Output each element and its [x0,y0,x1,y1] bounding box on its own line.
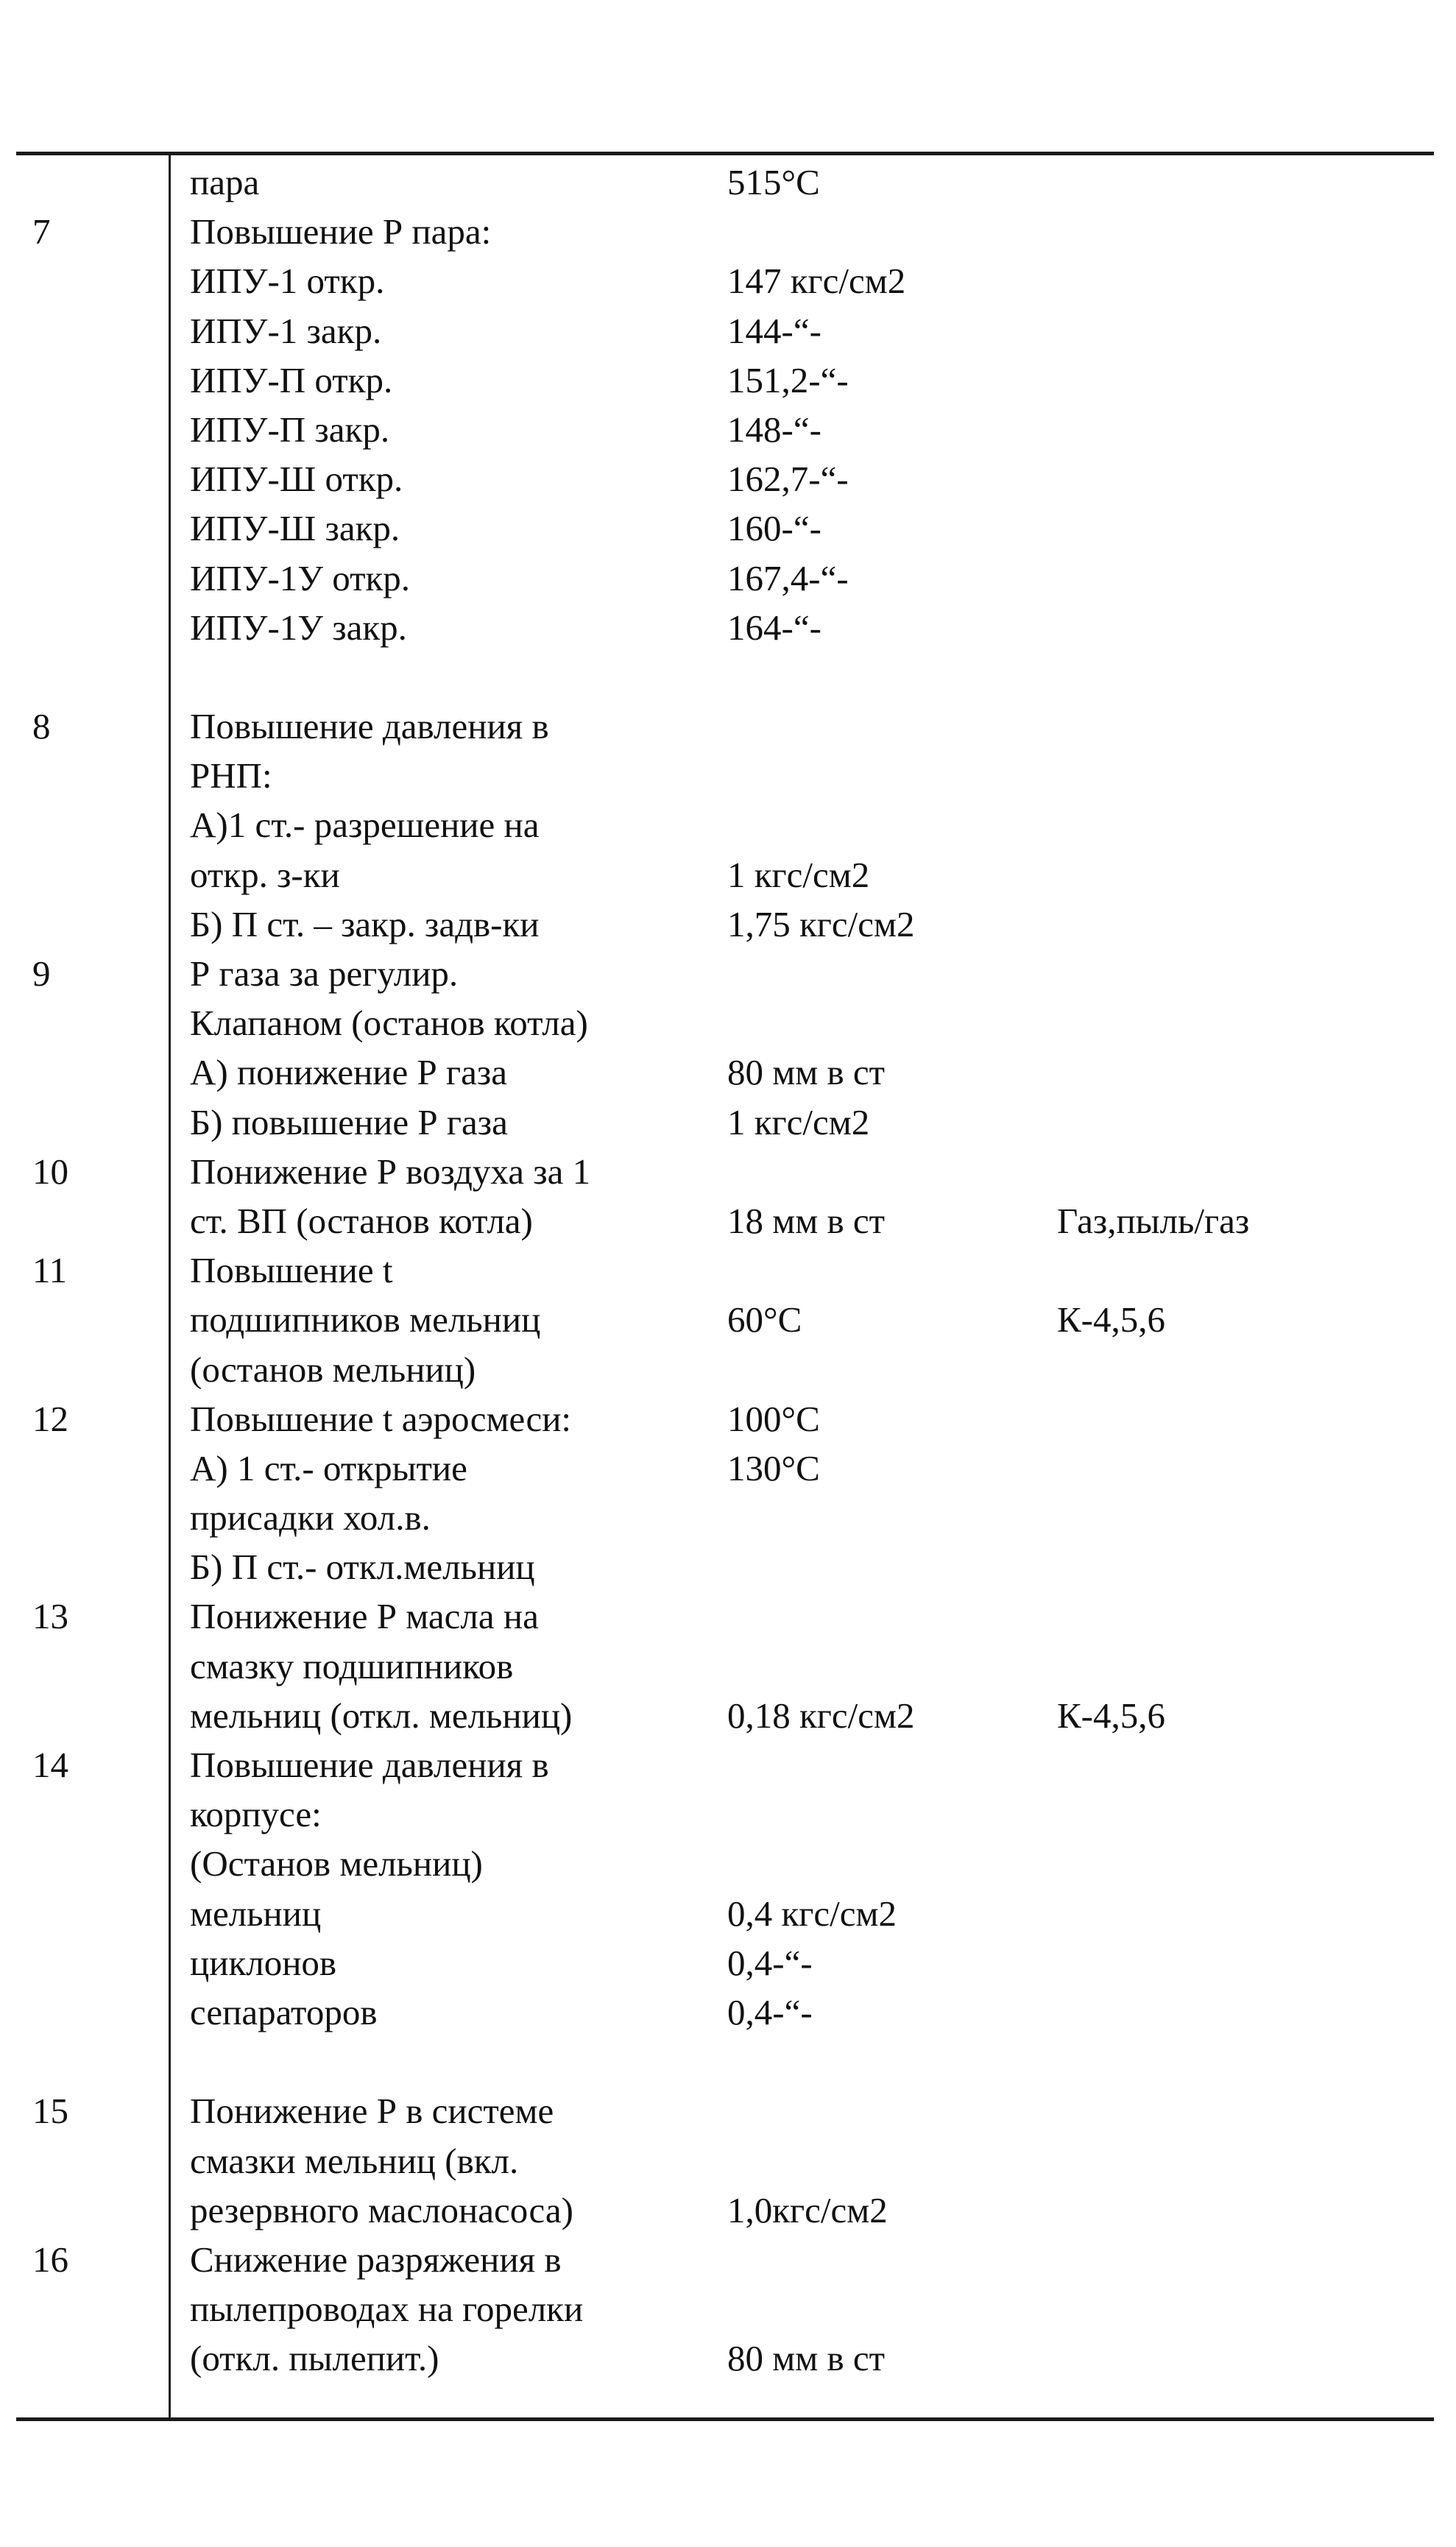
parameter-description: ИПУ-Ш закр. [190,508,400,549]
parameter-description: А) 1 ст.- открытие [190,1447,467,1488]
item-number: 10 [32,1151,68,1192]
table-row [0,1938,1456,1988]
parameter-description: ИПУ-1 закр. [190,310,382,351]
table-row [0,1246,1456,1295]
setpoint-value: 130°С [727,1447,820,1488]
setpoint-value: 80 мм в ст [727,2338,886,2379]
table-row [0,1196,1456,1246]
setpoint-value: 100°С [727,1398,820,1439]
parameter-description: (Останов мельниц) [190,1843,483,1884]
table-row [0,1740,1456,1790]
table-row [0,603,1456,652]
table-top-rule [16,152,1434,155]
parameter-description: ИПУ-Ш откр. [190,459,403,500]
setpoint-value: 1,75 кгс/см2 [727,903,915,944]
table-row [0,256,1456,305]
setpoint-value: 1,0кгс/см2 [727,2189,888,2230]
parameter-description: Снижение разряжения в [190,2239,562,2280]
setpoint-value: 0,4 кгс/см2 [727,1893,897,1934]
setpoint-value: 1 кгс/см2 [727,854,870,895]
parameter-description: откр. з-ки [190,854,340,895]
equipment-note: К-4,5,6 [1057,1695,1165,1736]
parameter-description: ИПУ-1У закр. [190,607,407,648]
table-row [0,1493,1456,1542]
table-row [0,454,1456,504]
table-row [0,1542,1456,1592]
setpoint-value: 167,4-“- [727,557,849,598]
parameter-description: Понижение Р в системе [190,2091,554,2132]
item-number: 16 [32,2239,68,2280]
setpoint-value: 60°С [727,1299,802,1340]
item-number: 12 [32,1398,68,1439]
equipment-note: Газ,пыль/газ [1057,1200,1250,1241]
parameter-description: циклонов [190,1942,337,1983]
table-row [0,207,1456,256]
table-row [0,1889,1456,1938]
parameter-description: Р газа за регулир. [190,953,459,994]
parameter-description: Повышение t аэросмеси: [190,1398,572,1439]
parameter-description: ИПУ-1 откр. [190,261,385,302]
table-row [0,405,1456,454]
table-row [0,751,1456,800]
setpoint-value: 164-“- [727,607,821,648]
setpoint-value: 0,18 кгс/см2 [727,1695,915,1736]
table-row [0,554,1456,603]
table-row [0,949,1456,998]
parameter-description: корпусе: [190,1794,322,1835]
table-row [0,1790,1456,1839]
parameter-description: ИПУ-П откр. [190,359,393,400]
table-row [0,1295,1456,1344]
equipment-note: К-4,5,6 [1057,1299,1165,1340]
table-row [0,158,1456,207]
parameter-description: Понижение Р воздуха за 1 [190,1151,591,1192]
parameter-description: присадки хол.в. [190,1497,431,1539]
item-number: 9 [32,953,51,994]
table-row [0,1839,1456,1888]
parameter-description: Повышение Р пара: [190,211,492,252]
parameter-description: А) понижение Р газа [190,1052,507,1093]
table-row [0,1147,1456,1196]
setpoint-value: 144-“- [727,310,821,351]
parameter-description: резервного маслонасоса) [190,2189,573,2230]
parameter-description: мельниц (откл. мельниц) [190,1695,573,1736]
parameter-description: (откл. пылепит.) [190,2338,439,2379]
setpoint-value: 160-“- [727,508,821,549]
parameter-description: ИПУ-1У откр. [190,557,411,598]
table-bottom-rule [16,2417,1434,2421]
table-row [0,2284,1456,2334]
table-row [0,2235,1456,2284]
parameter-description: Повышение давления в [190,706,549,747]
setpoint-value: 0,4-“- [727,1942,813,1983]
table-row [0,2086,1456,2136]
table-row [0,1048,1456,1097]
setpoint-value: 148-“- [727,409,821,450]
parameter-description: Клапаном (останов котла) [190,1003,588,1044]
parameter-description: (останов мельниц) [190,1349,476,1390]
parameter-description: А)1 ст.- разрешение на [190,805,540,846]
table-row [0,356,1456,405]
table-row [0,1691,1456,1740]
parameter-description: подшипников мельниц [190,1299,541,1340]
parameters-table [0,158,1456,2383]
parameter-description: ст. ВП (останов котла) [190,1200,533,1241]
item-number: 15 [32,2091,68,2132]
parameter-description: мельниц [190,1893,322,1934]
table-row [0,2186,1456,2235]
parameter-description: РНП: [190,755,272,796]
item-number: 13 [32,1596,68,1637]
setpoint-value: 18 мм в ст [727,1200,886,1241]
table-row [0,306,1456,356]
table-row [0,800,1456,849]
table-row [0,1444,1456,1493]
item-number: 8 [32,706,51,747]
item-number: 14 [32,1745,68,1785]
parameter-description: смазки мельниц (вкл. [190,2140,519,2181]
setpoint-value: 515°С [727,162,820,202]
table-row [0,504,1456,553]
table-row [0,1345,1456,1394]
item-number: 11 [32,1250,68,1291]
table-row [0,1098,1456,1147]
setpoint-value: 80 мм в ст [727,1052,886,1093]
parameter-description: пара [190,162,260,202]
parameter-description: Б) П ст.- откл.мельниц [190,1547,535,1588]
table-row [0,1592,1456,1641]
table-row [0,2037,1456,2086]
item-number: 7 [32,211,51,252]
parameter-description: Повышение давления в [190,1745,549,1785]
table-row [0,1988,1456,2037]
setpoint-value: 147 кгс/см2 [727,261,906,302]
table-row [0,1394,1456,1444]
parameter-description: Б) П ст. – закр. задв-ки [190,903,540,944]
table-row [0,1642,1456,1691]
setpoint-value: 0,4-“- [727,1991,813,2032]
parameter-description: сепараторов [190,1991,378,2032]
setpoint-value: 1 кгс/см2 [727,1101,870,1142]
parameter-description: Понижение Р масла на [190,1596,539,1637]
table-row [0,900,1456,949]
parameter-description: ИПУ-П закр. [190,409,390,450]
parameter-description: пылепроводах на горелки [190,2289,584,2330]
table-row [0,998,1456,1048]
table-row [0,2334,1456,2383]
table-row [0,652,1456,702]
parameter-description: Б) повышение Р газа [190,1101,508,1142]
table-row [0,850,1456,900]
table-row [0,702,1456,751]
table-row [0,2136,1456,2186]
parameter-description: Повышение t [190,1250,393,1291]
setpoint-value: 162,7-“- [727,459,849,500]
parameter-description: смазку подшипников [190,1645,514,1686]
setpoint-value: 151,2-“- [727,359,849,400]
